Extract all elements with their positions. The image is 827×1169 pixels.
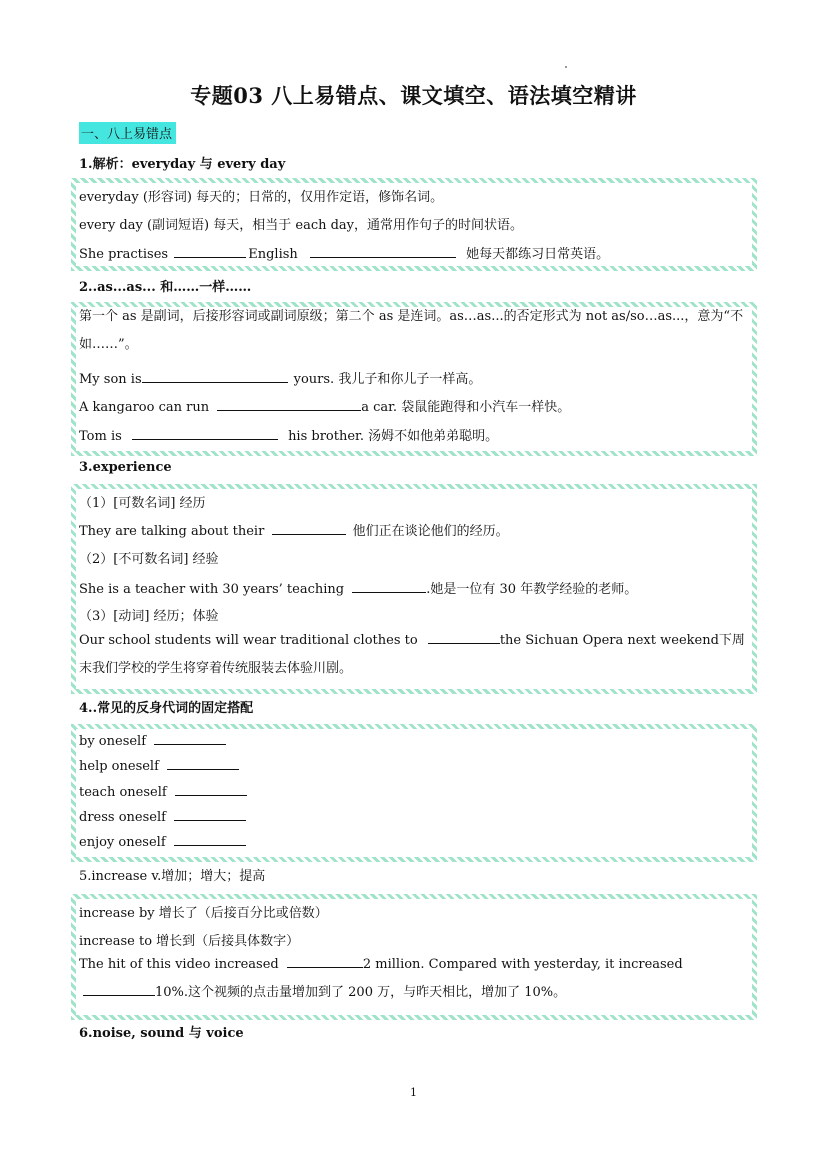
item-1-line-3: She practises English 她每天都练习日常英语。 — [79, 247, 610, 262]
item-2-line-4: Tom is his brother. 汤姆不如他弟弟聪明。 — [79, 429, 499, 444]
item-1-line-1: everyday (形容词) 每天的；日常的，仅用作定语，修饰名词。 — [79, 190, 444, 205]
item-5-line-3: The hit of this video increased 2 million. Compared with yesterday, it increased 10%.这个视频的点击量增加到了 200 万，与昨天相比，增加了 10%。 — [79, 957, 683, 1000]
section-heading: 一、八上易错点 — [79, 122, 176, 144]
item-6-heading: 6.noise, sound 与 voice — [79, 1026, 244, 1041]
answer-blank[interactable] — [428, 631, 500, 644]
item-5-line-2: increase to 增长到（后接具体数字） — [79, 934, 300, 949]
item-3-line-6: Our school students will wear traditional clothes to the Sichuan Opera next weekend下周末我们学校的学生将穿着传统服装去体验川剧。 — [79, 633, 745, 676]
item-3-line-3: （2）[不可数名词] 经验 — [79, 552, 219, 567]
answer-blank[interactable] — [174, 833, 246, 846]
collocation-item: teach oneself — [79, 783, 247, 800]
answer-blank[interactable] — [167, 757, 239, 770]
answer-blank[interactable] — [287, 955, 363, 968]
item-3-line-1: （1）[可数名词] 经历 — [79, 496, 206, 511]
item-3-line-5: （3）[动词] 经历；体验 — [79, 609, 219, 624]
answer-blank[interactable] — [272, 522, 346, 535]
answer-blank[interactable] — [154, 732, 226, 745]
page-title: 专题03 八上易错点、课文填空、语法填空精讲 — [190, 83, 637, 108]
item-3-line-4: She is a teacher with 30 years’ teaching .她是一位有 30 年教学经验的老师。 — [79, 582, 638, 597]
answer-blank[interactable] — [142, 370, 288, 383]
item-2-heading: 2..as...as... 和……一样…… — [79, 280, 252, 295]
answer-blank[interactable] — [217, 398, 361, 411]
item-1-line-2: every day (副词短语) 每天，相当于 each day，通常用作句子的时间状语。 — [79, 218, 524, 233]
stray-dot — [565, 66, 567, 68]
collocation-item: dress oneself — [79, 808, 246, 825]
item-1-heading: 1.解析：everyday 与 every day — [79, 157, 286, 172]
answer-blank[interactable] — [352, 580, 426, 593]
item-4-heading: 4..常见的反身代词的固定搭配 — [79, 701, 254, 716]
item-5-line-1: increase by 增长了（后接百分比或倍数） — [79, 906, 328, 921]
item-2-line-1: 第一个 as 是副词，后接形容词或副词原级；第二个 as 是连词。as…as...的否定形式为 not as/so…as...，意为“不如……”。 — [79, 309, 744, 352]
item-5-heading: 5.increase v.增加；增大；提高 — [79, 869, 266, 884]
item-3-heading: 3.experience — [79, 460, 172, 475]
answer-blank[interactable] — [132, 427, 278, 440]
item-3-line-2: They are talking about their 他们正在谈论他们的经历。 — [79, 524, 509, 539]
collocation-item: enjoy oneself — [79, 833, 246, 850]
page-number: 1 — [410, 1086, 417, 1099]
collocation-item: help oneself — [79, 757, 239, 774]
answer-blank[interactable] — [310, 245, 456, 258]
item-2-line-2: My son is yours. 我儿子和你儿子一样高。 — [79, 372, 482, 387]
answer-blank[interactable] — [83, 983, 155, 996]
collocation-item: by oneself — [79, 732, 226, 749]
answer-blank[interactable] — [174, 245, 246, 258]
item-2-line-3: A kangaroo can run a car. 袋鼠能跑得和小汽车一样快。 — [79, 400, 571, 415]
answer-blank[interactable] — [175, 783, 247, 796]
answer-blank[interactable] — [174, 808, 246, 821]
